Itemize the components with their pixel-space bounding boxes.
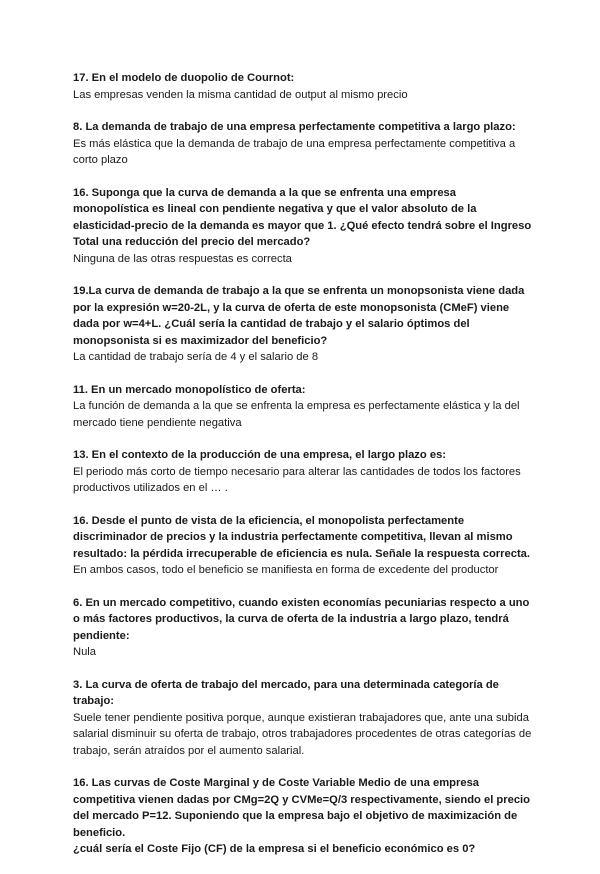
question-text bbox=[73, 185, 533, 251]
question-line: dada por w=4+L. ¿Cuál sería la cantidad de trabajo y el salario óptimos del bbox=[73, 318, 470, 330]
answer-text bbox=[73, 562, 533, 579]
question-block bbox=[73, 382, 533, 432]
question-text bbox=[73, 513, 533, 563]
answer-line: trabajo, serán atraídos por el aumento salarial. bbox=[73, 744, 305, 757]
question-line: ¿cuál sería el Coste Fijo (CF) de la empresa si el beneficio económico es 0? bbox=[73, 843, 476, 855]
answer-text bbox=[73, 644, 533, 661]
question-line: del mercado P=12. Suponiendo que la empresa bajo el objetivo de maximización de bbox=[73, 810, 518, 822]
question-line: pendiente: bbox=[73, 629, 130, 642]
answer-text bbox=[73, 349, 533, 366]
question-block bbox=[73, 185, 533, 268]
answer-text bbox=[73, 398, 533, 431]
question-line: por la expresión w=20-2L, y la curva de oferta de este monopsonista (CMeF) viene bbox=[73, 301, 510, 314]
question-text bbox=[73, 595, 533, 645]
answer-line: Las empresas venden la misma cantidad de output al mismo precio bbox=[73, 88, 408, 101]
answer-text bbox=[73, 136, 533, 169]
answer-line: Nula bbox=[73, 646, 97, 658]
answer-text bbox=[73, 251, 533, 268]
question-text bbox=[73, 70, 533, 87]
question-line: Total una reducción del precio del mercado? bbox=[73, 236, 311, 248]
question-line: 17. En el modelo de duopolio de Cournot: bbox=[73, 72, 295, 84]
question-line: 13. En el contexto de la producción de una empresa, el largo plazo es: bbox=[73, 449, 447, 461]
question-line: 16. Desde el punto de vista de la eficiencia, el monopolista perfectamente bbox=[73, 514, 465, 527]
question-block bbox=[73, 775, 533, 858]
question-line: discriminador de precios y la industria perfectamente competitiva, llevan al mismo bbox=[73, 531, 513, 543]
question-line: 8. La demanda de trabajo de una empresa perfectamente competitiva a largo plazo: bbox=[73, 121, 516, 133]
question-line: monopsonista si es maximizador del beneficio? bbox=[73, 334, 328, 347]
answer-text bbox=[73, 710, 533, 760]
question-line: monopolística es lineal con pendiente negativa y que el valor absoluto de la bbox=[73, 203, 477, 215]
question-line: o más factores productivos, la curva de oferta de la industria a largo plazo, tendrá bbox=[73, 613, 509, 625]
question-line: 3. La curva de oferta de trabajo del mercado, para una determinada categoría de bbox=[73, 678, 499, 691]
question-block bbox=[73, 119, 533, 169]
answer-line: Suele tener pendiente positiva porque, aunque existieran trabajadores que, ante una subida bbox=[73, 711, 529, 724]
question-line: trabajo: bbox=[73, 695, 115, 707]
question-block bbox=[73, 283, 533, 366]
question-text bbox=[73, 119, 533, 136]
answer-text bbox=[73, 87, 533, 104]
question-block bbox=[73, 447, 533, 497]
answer-line: La función de demanda a la que se enfrenta la empresa es perfectamente elástica y la del bbox=[73, 400, 520, 412]
question-line: 6. En un mercado competitivo, cuando existen economías pecuniarias respecto a uno bbox=[73, 596, 530, 609]
question-line: 19.La curva de demanda de trabajo a la que se enfrenta un monopsonista viene dada bbox=[73, 285, 525, 297]
answer-line: salarial disminuir su oferta de trabajo, otros trabajadores procedentes de otras categorías de bbox=[73, 728, 532, 740]
question-line: resultado: la pérdida irrecuperable de eficiencia es nula. Señale la respuesta correcta. bbox=[73, 547, 531, 560]
answer-line: Es más elástica que la demanda de trabajo de una empresa perfectamente competitiva a bbox=[73, 137, 516, 150]
question-line: 16. Suponga que la curva de demanda a la que se enfrenta una empresa bbox=[73, 186, 456, 199]
answer-line: mercado tiene pendiente negativa bbox=[73, 416, 242, 429]
document-page bbox=[73, 70, 533, 874]
question-line: competitiva vienen dadas por CMg=2Q y CVMe=Q/3 respectivamente, siendo el precio bbox=[73, 793, 530, 806]
question-block bbox=[73, 70, 533, 103]
question-text bbox=[73, 382, 533, 399]
answer-line: En ambos casos, todo el beneficio se manifiesta en forma de excedente del productor bbox=[73, 564, 499, 576]
question-text bbox=[73, 447, 533, 464]
question-line: beneficio. bbox=[73, 826, 126, 839]
answer-line: Ninguna de las otras respuestas es correcta bbox=[73, 252, 292, 265]
question-line: elasticidad-precio de la demanda es mayor que 1. ¿Qué efecto tendrá sobre el Ingreso bbox=[73, 219, 532, 232]
question-block bbox=[73, 677, 533, 760]
question-line: 11. En un mercado monopolístico de oferta: bbox=[73, 383, 306, 396]
question-text bbox=[73, 283, 533, 349]
question-block bbox=[73, 513, 533, 579]
answer-text bbox=[73, 464, 533, 497]
answer-line: El periodo más corto de tiempo necesario para alterar las cantidades de todos los factores bbox=[73, 465, 521, 478]
question-line: 16. Las curvas de Coste Marginal y de Coste Variable Medio de una empresa bbox=[73, 777, 480, 789]
question-text bbox=[73, 677, 533, 710]
answer-line: corto plazo bbox=[73, 154, 128, 166]
question-text bbox=[73, 775, 533, 858]
answer-line: La cantidad de trabajo sería de 4 y el salario de 8 bbox=[73, 351, 319, 363]
question-block bbox=[73, 595, 533, 661]
answer-line: productivos utilizados en el … . bbox=[73, 482, 228, 494]
